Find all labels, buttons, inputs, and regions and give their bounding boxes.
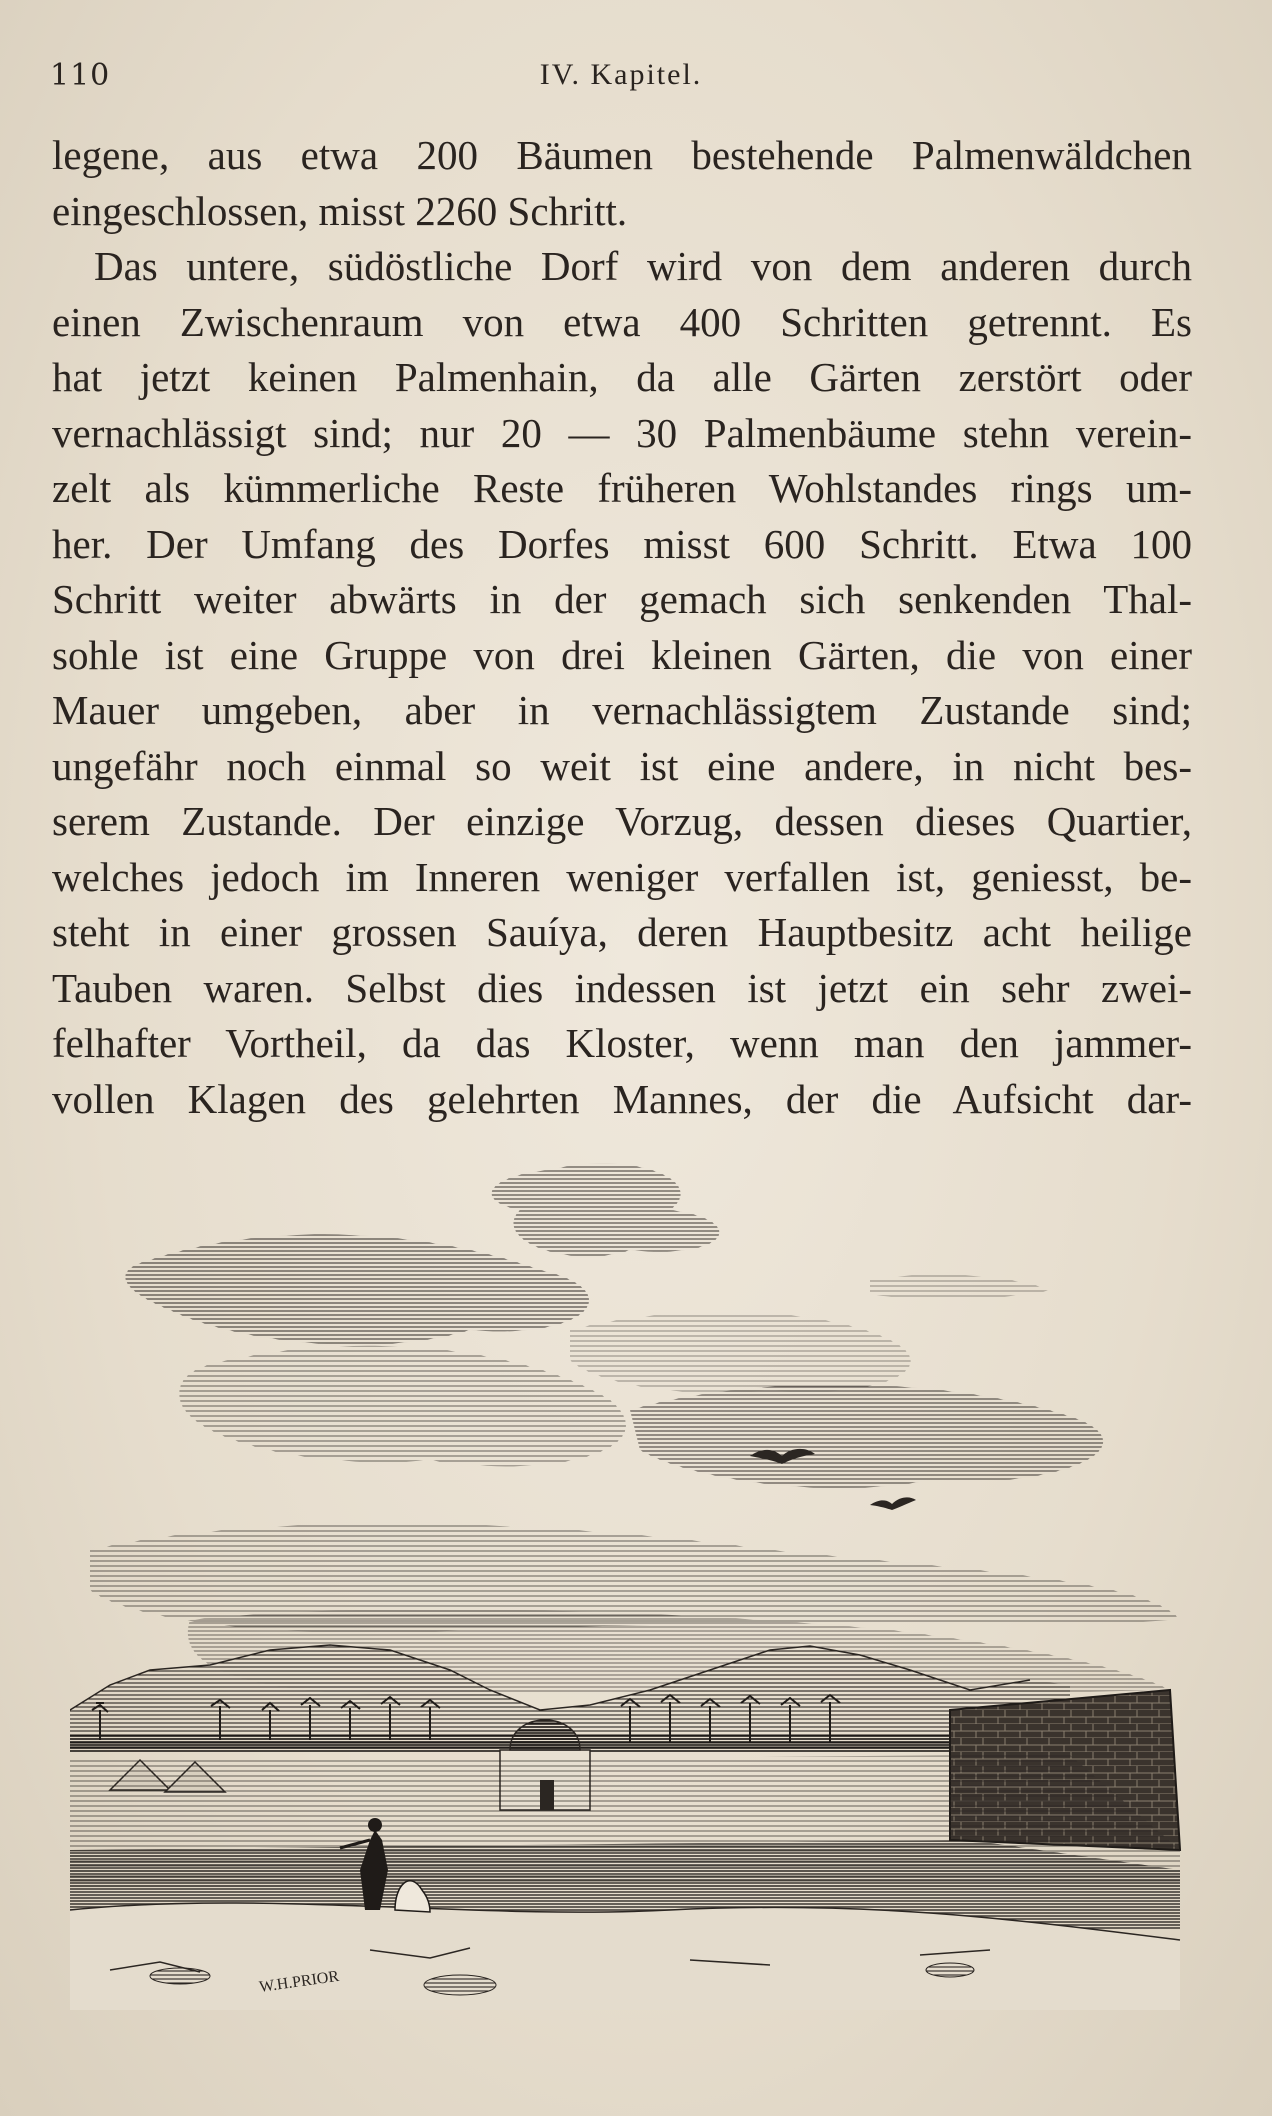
text-line: zelt als kümmerliche Reste früheren Wohlstandes rings um-: [52, 465, 1192, 511]
text-line: her. Der Umfang des Dorfes misst 600 Schritt. Etwa 100: [52, 520, 1192, 567]
engraving-illustration: [70, 1150, 1200, 2010]
text-line: vollen Klagen des gelehrten Mannes, der die Aufsicht dar-: [52, 1075, 1192, 1122]
clouds: [90, 1164, 1180, 1696]
text-line: Tauben waren. Selbst dies indessen ist jetzt ein sehr zwei-: [52, 964, 1192, 1011]
text-line: Das untere, südöstliche Dorf wird von dem anderen durch: [94, 243, 1192, 289]
page-number: 110: [50, 58, 111, 93]
text-line: steht in einer grossen Sauíya, deren Hauptbesitz acht heilige: [52, 909, 1192, 955]
text-line: welches jedoch im Inneren weniger verfallen ist, geniesst, be-: [52, 853, 1192, 900]
text-line: Schritt weiter abwärts in der gemach sich senkenden Thal-: [52, 576, 1192, 622]
text-line: vernachlässigt sind; nur 20 — 30 Palmenbäume stehn verein-: [52, 409, 1192, 456]
engraver-signature: W.H.PRIOR: [258, 1967, 341, 1996]
text-line: felhafter Vortheil, da das Kloster, wenn man den jammer-: [52, 1020, 1192, 1066]
text-line: eingeschlossen, misst 2260 Schritt.: [52, 187, 628, 234]
page-header: [50, 58, 1192, 108]
text-line: serem Zustande. Der einzige Vorzug, dessen dieses Quartier,: [52, 798, 1192, 844]
text-line: ungefähr noch einmal so weit ist eine andere, in nicht bes-: [52, 742, 1192, 789]
running-head: IV. Kapitel.: [539, 58, 703, 91]
text-line: Mauer umgeben, aber in vernachlässigtem Zustande sind;: [52, 687, 1192, 733]
body-text: [52, 128, 1192, 1127]
text-line: einen Zwischenraum von etwa 400 Schritten getrennt. Es: [52, 298, 1192, 345]
text-line: legene, aus etwa 200 Bäumen bestehende Palmenwäldchen: [52, 132, 1192, 178]
text-line: sohle ist eine Gruppe von drei kleinen Gärten, die von einer: [52, 631, 1192, 678]
text-line: hat jetzt keinen Palmenhain, da alle Gärten zerstört oder: [52, 354, 1192, 400]
landscape-engraving: [70, 1150, 1200, 2010]
